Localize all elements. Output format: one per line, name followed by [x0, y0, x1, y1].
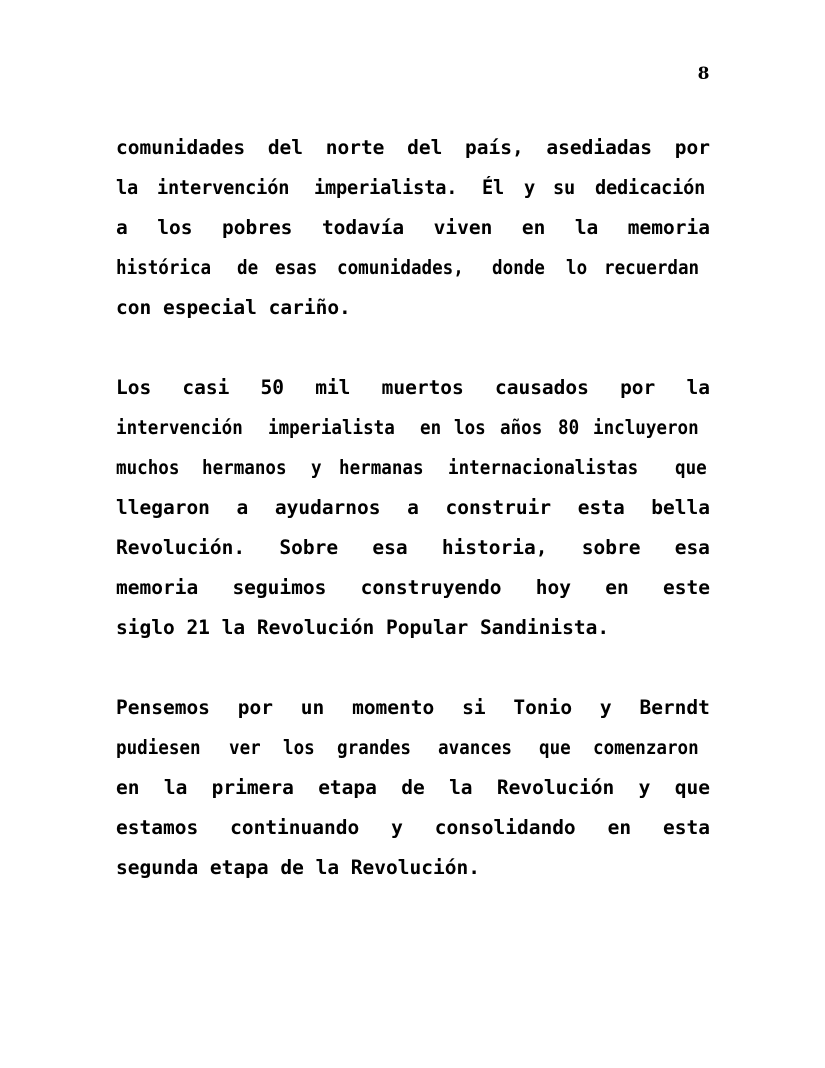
word: por	[620, 376, 656, 399]
word: los	[454, 416, 486, 439]
word: la	[116, 176, 139, 199]
text-line	[116, 528, 710, 568]
word: en	[607, 816, 632, 839]
text-line	[116, 488, 710, 528]
word: del	[407, 136, 443, 159]
word: Pensemos	[116, 696, 210, 719]
word: intervención	[157, 176, 290, 199]
text-line	[116, 568, 710, 608]
word: grandes	[336, 736, 411, 759]
word: en	[605, 576, 629, 599]
word: que	[674, 456, 707, 479]
word: lo	[565, 256, 588, 279]
text-line	[116, 128, 710, 168]
word: y	[523, 176, 535, 199]
word: su	[553, 176, 576, 199]
word: ver	[228, 736, 261, 759]
word: histórica	[116, 256, 212, 279]
word: Los	[116, 376, 152, 399]
word: esas	[274, 256, 318, 279]
word: todavía	[321, 216, 405, 239]
word: país,	[465, 136, 524, 159]
text-line	[116, 368, 710, 408]
word: por	[674, 136, 710, 159]
word: en	[419, 416, 441, 439]
word: Berndt	[639, 696, 710, 719]
word: a	[116, 216, 128, 239]
word: hoy	[535, 576, 571, 599]
word: etapa	[318, 776, 377, 799]
word: la	[574, 216, 599, 239]
word: 80	[558, 416, 580, 439]
text-line	[116, 408, 710, 448]
word: y	[599, 696, 612, 719]
word: momento	[352, 696, 435, 719]
text-line	[116, 768, 710, 808]
word: memoria	[627, 216, 710, 239]
word: recuerdan	[604, 256, 700, 279]
text-line	[116, 728, 710, 768]
word: de	[401, 776, 425, 799]
text-line: segunda etapa de la Revolución.	[116, 856, 480, 879]
word: comenzaron	[592, 736, 699, 759]
word: que	[674, 776, 710, 799]
word: Tonio	[513, 696, 573, 719]
text-line: con especial cariño.	[116, 296, 351, 319]
word: asediadas	[546, 136, 653, 159]
word: primera	[211, 776, 294, 799]
word: pudiesen	[116, 736, 201, 759]
text-line	[116, 168, 710, 208]
word: comunidades	[116, 136, 246, 159]
word: este	[662, 576, 710, 599]
word: internacionalistas	[447, 456, 639, 479]
word: estamos	[116, 816, 199, 839]
word: historia,	[441, 536, 548, 559]
word: y	[391, 816, 403, 839]
word: memoria	[116, 576, 199, 599]
word: sobre	[581, 536, 641, 559]
word: incluyeron	[592, 416, 699, 439]
word: casi	[182, 376, 230, 399]
paragraph	[116, 688, 710, 888]
word: causados	[494, 376, 589, 399]
word: intervención	[116, 416, 243, 439]
word: la	[163, 776, 188, 799]
word: bella	[651, 496, 710, 519]
text-line	[116, 208, 710, 248]
paragraph	[116, 368, 710, 648]
word: Sobre	[279, 536, 339, 559]
word: llegaron	[116, 496, 210, 519]
word: y	[311, 456, 322, 479]
word: pobres	[221, 216, 293, 239]
text-line: siglo 21 la Revolución Popular Sandinista.	[116, 616, 610, 639]
word: dedicación	[594, 176, 705, 199]
word: muertos	[381, 376, 464, 399]
word: esa	[674, 536, 710, 559]
word: Revolución.	[116, 536, 246, 559]
text-line	[116, 808, 710, 848]
word: consolidando	[434, 816, 576, 839]
word: que	[538, 736, 571, 759]
word: comunidades,	[336, 256, 464, 279]
word: Revolución	[496, 776, 615, 799]
document-body	[116, 128, 710, 888]
word: la	[686, 376, 710, 399]
word: por	[237, 696, 273, 719]
word: de	[236, 256, 258, 279]
word: esta	[577, 496, 625, 519]
word: viven	[433, 216, 493, 239]
word: ayudarnos	[274, 496, 381, 519]
word: si	[462, 696, 486, 719]
word: imperialista	[267, 416, 395, 439]
word: los	[157, 216, 193, 239]
page-number: 8	[697, 64, 710, 84]
word: mil	[315, 376, 351, 399]
word: años	[500, 416, 543, 439]
word: continuando	[230, 816, 360, 839]
word: 50	[260, 376, 285, 399]
text-line	[116, 688, 710, 728]
word: a	[236, 496, 249, 519]
word: hermanos	[201, 456, 287, 479]
word: los	[282, 736, 315, 759]
word: Él	[482, 176, 505, 199]
word: esta	[662, 816, 710, 839]
word: en	[116, 776, 140, 799]
word: en	[521, 216, 546, 239]
word: construyendo	[360, 576, 502, 599]
word: seguimos	[232, 576, 327, 599]
word: donde	[492, 256, 546, 279]
word: norte	[325, 136, 385, 159]
word: esa	[372, 536, 408, 559]
text-line	[116, 248, 710, 288]
word: un	[300, 696, 325, 719]
word: avances	[437, 736, 512, 759]
paragraph	[116, 128, 710, 328]
word: hermanas	[338, 456, 424, 479]
word: del	[267, 136, 304, 159]
word: muchos	[116, 456, 180, 479]
word: a	[407, 496, 419, 519]
word: imperialista.	[313, 176, 458, 199]
word: y	[638, 776, 651, 799]
word: la	[449, 776, 473, 799]
word: construir	[445, 496, 552, 519]
text-line	[116, 448, 710, 488]
